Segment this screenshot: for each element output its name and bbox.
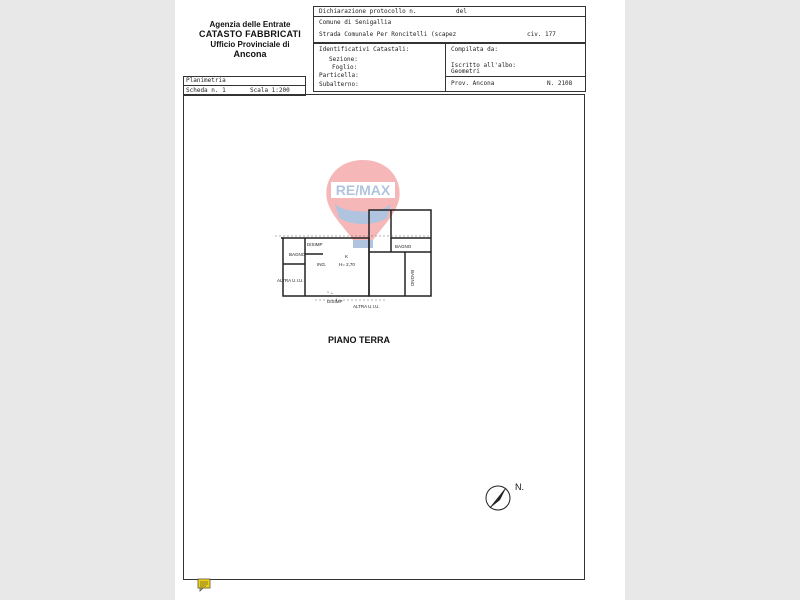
identifiers-label: Identificativi Catastali: [319,46,410,53]
room-label: ING. [317,262,327,267]
room-label: BAGNO [289,252,306,257]
agency-header [180,20,320,59]
room-label: ALTRA U.I.U. [353,304,380,309]
room-label: BAGNO [395,244,412,249]
planimetria-title: Planimetria [186,77,226,84]
registered-value: Geometri [451,68,480,75]
sezione-label: Sezione: [329,56,358,63]
floor-plan [275,160,445,320]
divider [313,16,585,17]
room-label: H= 2,70 [339,262,355,267]
agency-office: Ufficio Provinciale di [210,39,290,49]
room-label: K [345,254,349,259]
province-label: Prov. Ancona [451,80,495,87]
comment-icon[interactable] [197,578,211,592]
room-label: BAGNO [410,270,415,287]
particella-label: Particella: [319,72,359,79]
comune-text: Comune di Senigallia [319,19,392,26]
scheda-label: Scheda n. 1 [186,87,226,94]
divider [445,76,585,77]
remax-text: RE/MAX [335,182,391,198]
address-text: Strada Comunale Per Roncitelli (scapez [319,31,457,38]
scale-label: Scala 1:200 [250,87,290,94]
agency-name: Agenzia delle Entrate [209,20,291,29]
room-label: ALTRA U.I.U. [277,278,304,283]
civic-number: civ. 177 [527,31,556,38]
room-label: DISIMP [327,299,343,304]
declaration-label: Dichiarazione protocollo n. [319,8,417,15]
remax-watermark [326,160,399,248]
north-compass-icon [484,484,514,514]
floor-label: PIANO TERRA [328,335,391,345]
divider [183,85,305,86]
agency-department: CATASTO FABBRICATI [199,29,301,40]
room-label: DISIMP [307,242,323,247]
north-label: N. [515,482,524,492]
registered-label: Iscritto all'albo: [451,62,517,69]
declaration-del: del [456,8,467,15]
compiled-by-label: Compilata da: [451,46,498,53]
divider [445,43,446,91]
registration-number: N. 2108 [547,80,573,87]
foglio-label: Foglio: [332,64,358,71]
agency-city: Ancona [233,48,267,59]
subalterno-label: Subalterno: [319,81,359,88]
